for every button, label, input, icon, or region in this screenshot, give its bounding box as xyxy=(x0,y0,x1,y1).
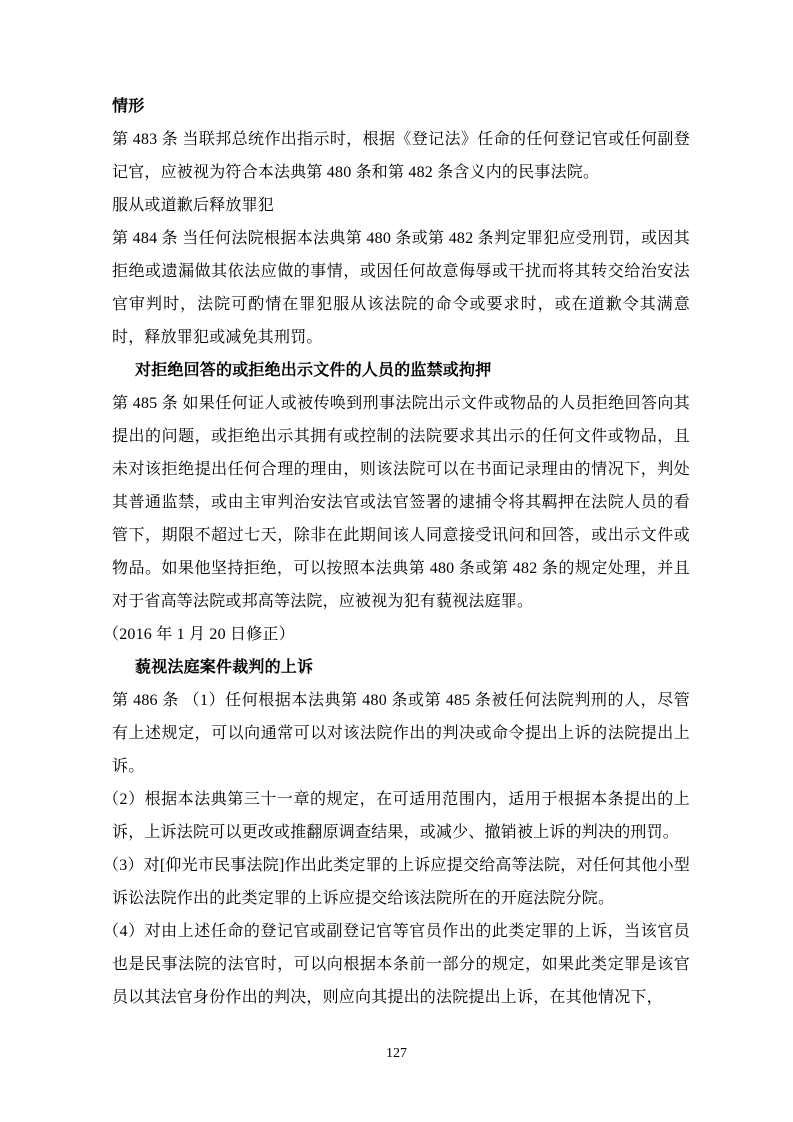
section-484-paragraph: 第 484 条 当任何法院根据本法典第 480 条或第 482 条判定罪犯应受刑罚，或因其拒绝或遗漏做其依法应做的事情，或因任何故意侮辱或干扰而将其转交给治安法官审判时，法院可酌情在罪犯服从该法院的命令或要求时，或在道歉令其满意时，释放罪犯或减免其刑罚。 xyxy=(112,230,690,346)
section-486-clause-2-paragraph: （2）根据本法典第三十一章的规定，在可适用范围内，适用于根据本条提出的上诉，上诉法院可以更改或推翻原调查结果，或减少、撤销被上诉的判决的刑罚。 xyxy=(103,791,690,841)
amendment-note-2016: （2016 年 1 月 20 日修正） xyxy=(103,626,295,643)
page-number: 127 xyxy=(386,1046,407,1061)
section-486-clause-3-paragraph: （3）对[仰光市民事法院]作出此类定罪的上诉应提交给高等法院，对任何其他小型诉讼法院作出的此类定罪的上诉应提交给该法院所在的开庭法院分院。 xyxy=(103,857,690,907)
heading-imprisonment-or-committal: 对拒绝回答的或拒绝出示文件的人员的监禁或拘押 xyxy=(135,362,492,379)
heading-appeal-contempt-cases: 藐视法庭案件裁判的上诉 xyxy=(135,659,314,676)
heading-continuation-qingxing: 情形 xyxy=(112,98,145,115)
section-486-clause-1-paragraph: 第 486 条 （1）任何根据本法典第 480 条或第 485 条被任何法院判刑的人，尽管有上述规定，可以向通常可以对该法院作出的判决或命令提出上诉的法院提出上诉。 xyxy=(112,692,690,775)
section-485-paragraph: 第 485 条 如果任何证人或被传唤到刑事法院出示文件或物品的人员拒绝回答向其提出的问题，或拒绝出示其拥有或控制的法院要求其出示的任何文件或物品，且未对该拒绝提出任何合理的理由，则该法院可以在书面记录理由的情况下，判处其普通监禁，或由主审判治安法官或法官签署的逮捕令将其羁押在法院人员的看管下，期限不超过七天，除非在此期间该人同意接受讯问和回答，或出示文件或物品。如果他坚持拒绝，可以按照本法典第 480 条或第 482 条的规定处理，并且对于省高等法院或邦高等法院，应被视为犯有藐视法庭罪。 xyxy=(112,395,690,610)
section-486-clause-4-paragraph: （4）对由上述任命的登记官或副登记官等官员作出的此类定罪的上诉，当该官员也是民事法院的法官时，可以向根据本条前一部分的规定，如果此类定罪是该官员以其法官身份作出的判决，则应向其提出的法院提出上诉，在其他情况下， xyxy=(103,923,690,1006)
heading-release-after-submission: 服从或道歉后释放罪犯 xyxy=(112,197,275,214)
statute-text-block xyxy=(103,90,690,1014)
section-483-paragraph: 第 483 条 当联邦总统作出指示时，根据《登记法》任命的任何登记官或任何副登记官，应被视为符合本法典第 480 条和第 482 条含义内的民事法院。 xyxy=(112,131,690,181)
